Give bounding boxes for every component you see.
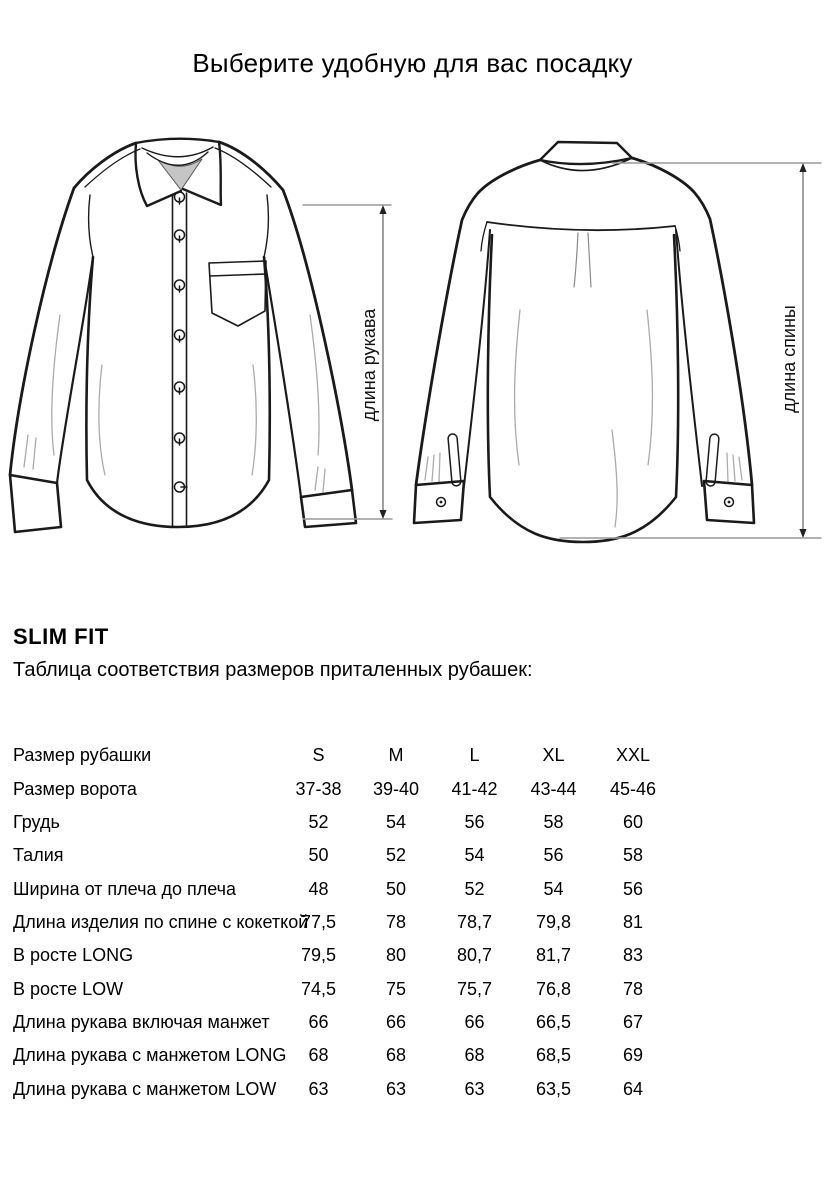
value-cell: 68 xyxy=(308,1045,329,1066)
sleeve-length-arrow xyxy=(303,205,392,519)
value-cell: 66 xyxy=(464,1011,485,1032)
value-cell: 56 xyxy=(622,878,644,899)
value-cell: 75,7 xyxy=(456,978,493,999)
back-length-label: длина спины xyxy=(779,305,799,413)
table-row-shoulder xyxy=(13,872,693,905)
value-cell: 39-40 xyxy=(372,778,420,799)
value-cell: 67 xyxy=(622,1011,644,1032)
value-cell: 74,5 xyxy=(300,978,337,999)
value-cell: 54 xyxy=(543,878,564,899)
value-cell: 68 xyxy=(464,1045,485,1066)
value-cell: 50 xyxy=(385,878,407,899)
value-cell: 56 xyxy=(543,845,564,866)
row-label: Грудь xyxy=(13,811,60,832)
value-cell: 66 xyxy=(308,1011,329,1032)
size-cell: XXL xyxy=(615,745,651,766)
value-cell: 81 xyxy=(622,911,644,932)
row-label: Длина рукава с манжетом LOW xyxy=(13,1078,277,1099)
table-row-chest xyxy=(13,806,693,839)
value-cell: 58 xyxy=(543,811,564,832)
table-row-height-long xyxy=(13,939,693,972)
value-cell: 37-38 xyxy=(295,778,342,799)
size-cell: XL xyxy=(542,745,565,766)
value-cell: 64 xyxy=(622,1078,644,1099)
value-cell: 81,7 xyxy=(535,945,572,966)
value-cell: 66,5 xyxy=(535,1011,572,1032)
size-table xyxy=(13,739,693,1106)
table-subtitle: Таблица соответствия размеров приталенных рубашек: xyxy=(13,659,533,681)
shirt-front-drawing xyxy=(10,139,356,532)
value-cell: 68 xyxy=(385,1045,407,1066)
value-cell: 63 xyxy=(385,1078,407,1099)
size-cell: L xyxy=(469,745,480,766)
size-cell: S xyxy=(312,745,325,766)
value-cell: 66 xyxy=(385,1011,407,1032)
shirt-back-drawing xyxy=(414,142,754,542)
value-cell: 76,8 xyxy=(535,978,572,999)
value-cell: 63,5 xyxy=(535,1078,572,1099)
value-cell: 54 xyxy=(385,811,407,832)
size-cell: M xyxy=(388,745,404,766)
row-label: Длина рукава с манжетом LONG xyxy=(13,1045,287,1066)
value-cell: 54 xyxy=(464,845,485,866)
row-label: В росте LONG xyxy=(13,945,134,966)
value-cell: 45-46 xyxy=(609,778,657,799)
value-cell: 48 xyxy=(308,878,329,899)
page-title: Выберите удобную для вас посадку xyxy=(192,48,633,78)
row-label: Талия xyxy=(13,845,64,866)
sleeve-length-label: длина рукава xyxy=(359,308,379,422)
value-cell: 52 xyxy=(464,878,485,899)
value-cell: 78 xyxy=(385,911,407,932)
value-cell: 78 xyxy=(622,978,644,999)
table-row-sleeve-cuff xyxy=(13,1006,693,1039)
table-row-sizes xyxy=(13,739,693,772)
row-label: Ширина от плеча до плеча xyxy=(13,878,237,899)
cuff-plackets xyxy=(437,434,734,507)
value-cell: 50 xyxy=(308,845,329,866)
value-cell: 79,5 xyxy=(300,945,337,966)
table-row-waist xyxy=(13,839,693,872)
row-label: Размер ворота xyxy=(13,778,137,799)
table-row-height-low xyxy=(13,972,693,1005)
back-length-arrow xyxy=(560,163,821,538)
value-cell: 83 xyxy=(622,945,644,966)
value-cell: 63 xyxy=(308,1078,329,1099)
value-cell: 58 xyxy=(622,845,644,866)
shirt-diagram xyxy=(0,135,825,545)
value-cell: 77,5 xyxy=(300,911,337,932)
row-label: В росте LOW xyxy=(13,978,124,999)
table-row-sleeve-low xyxy=(13,1072,693,1105)
value-cell: 79,8 xyxy=(535,911,572,932)
value-cell: 52 xyxy=(308,811,329,832)
row-label: Длина изделия по спине с кокеткой xyxy=(13,911,309,932)
value-cell: 80,7 xyxy=(456,945,493,966)
fit-heading: SLIM FIT xyxy=(13,624,109,649)
value-cell: 52 xyxy=(385,845,407,866)
front-buttons xyxy=(175,192,188,492)
row-label: Длина рукава включая манжет xyxy=(13,1011,270,1032)
value-cell: 60 xyxy=(622,811,644,832)
value-cell: 63 xyxy=(464,1078,485,1099)
value-cell: 43-44 xyxy=(530,778,577,799)
chest-pocket xyxy=(209,261,266,326)
value-cell: 56 xyxy=(464,811,485,832)
value-cell: 41-42 xyxy=(451,778,498,799)
value-cell: 78,7 xyxy=(456,911,493,932)
value-cell: 69 xyxy=(622,1045,644,1066)
value-cell: 75 xyxy=(385,978,407,999)
table-row-collar xyxy=(13,772,693,805)
table-row-back-length xyxy=(13,906,693,939)
table-row-sleeve-long xyxy=(13,1039,693,1072)
value-cell: 68,5 xyxy=(535,1045,572,1066)
value-cell: 80 xyxy=(385,945,407,966)
row-label: Размер рубашки xyxy=(13,745,152,766)
